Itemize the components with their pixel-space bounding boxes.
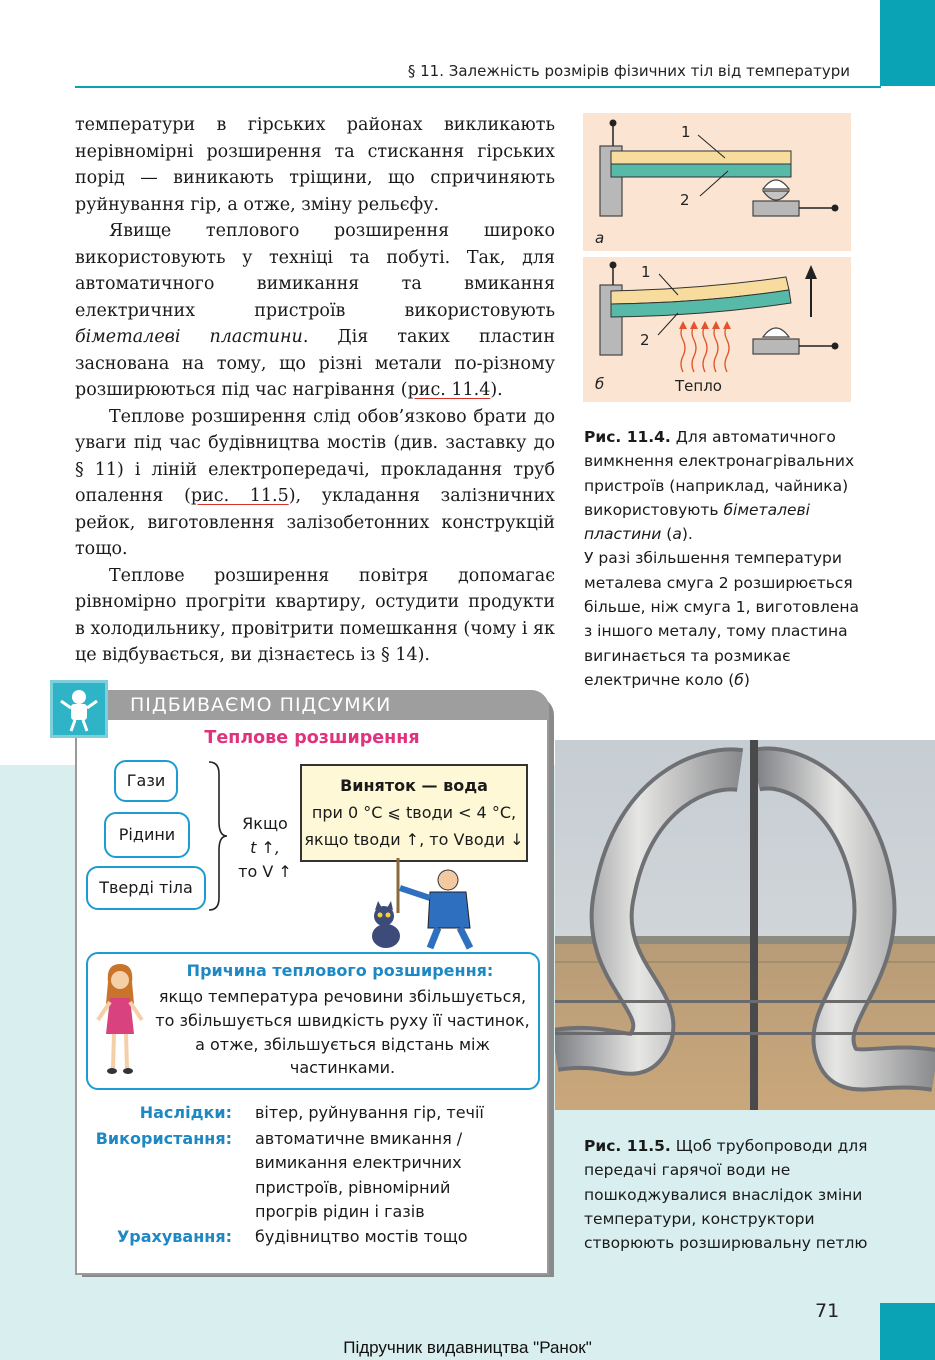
paragraph-4: Теплове розширення повітря допомагає рівномірно прогріти квартиру, остудити продукти в холодильнику, провітрити помешкання (чому і як це відбувається, ви дізнаєтесь із § 14). — [75, 565, 555, 665]
term-bimetal: біметалеві пластини — [75, 327, 303, 347]
label-2: 2 — [680, 191, 690, 209]
header-rule — [75, 86, 881, 88]
consideration-label: Урахування: — [116, 1227, 232, 1246]
heat-waves — [681, 326, 729, 372]
cause-text: якщо температура речовини збільшується, то збільшується швидкість руху її частинок, а отже, збільшується відстань між частинками. — [155, 987, 530, 1078]
publisher-footer: Підручник видавництва "Ранок" — [343, 1338, 592, 1357]
caption-fig-11-4: Рис. 11.4. Для автоматичного вимкнення електронагрівальних пристроїв (наприклад, чайника) використовують біметалеві пластини (а). У разі збільшення температури металева смуга 2 розширюється більше, ніж смуга 1, виготовлена з іншого металу, тому пластина вигинається та розмикає електричне коло (б) — [584, 428, 860, 689]
consideration-value: будівництво мостів тощо — [255, 1227, 468, 1246]
bimetal-straight-diagram — [583, 113, 851, 251]
paragraph-3: Теплове розширення слід обов’язково брати до уваги під час будівництва мостів (див. заставку до § 11) і ліній електропередачі, прокладання труб опалення (рис. 11.5), укладання залізничних рейок, виготовлення залізобетонних конструкцій тощо. — [75, 406, 555, 559]
state-gases: Гази — [114, 760, 178, 802]
state-solids: Тверді тіла — [86, 866, 206, 910]
bimetal-bent-diagram — [583, 257, 851, 402]
pipeline-expansion-loop-photo — [555, 740, 935, 1110]
label-1: 1 — [681, 123, 691, 141]
figure-11-4-a — [583, 113, 851, 251]
label-2: 2 — [640, 331, 650, 349]
page-tab-top — [880, 0, 935, 86]
usage-label: Використання: — [95, 1129, 232, 1148]
label-1: 1 — [641, 263, 651, 281]
water-exception-box: Виняток — вода при 0 °С ⩽ tводи < 4 °С, якщо tводи ↑, то Vводи ↓ — [300, 764, 528, 862]
usage-value: автоматичне вмикання / вимикання електричних пристроїв, рівномірний прогрів рідин і газів — [255, 1129, 463, 1222]
body-text — [75, 112, 555, 669]
thermal-expansion-title: Теплове розширення — [204, 728, 420, 748]
label-a: а — [595, 229, 605, 247]
label-b: б — [595, 375, 605, 393]
page-number: 71 — [815, 1300, 840, 1322]
consequences-value: вітер, руйнування гір, течії — [255, 1103, 484, 1122]
ref-fig-11-5[interactable]: рис. 11.5 — [190, 486, 289, 506]
if-condition: Якщо t ↑, то V ↑ — [238, 814, 292, 881]
figure-11-4-b — [583, 257, 851, 402]
paragraph-2: Явище теплового розширення широко використовують у техніці та побуті. Так, для автоматичного вимикання та вмикання електричних пристроїв використовують біметалеві пластини. Дія таких пластин заснована на тому, що різні метали по-різному розширюються під час нагрівання (рис. 11.4). — [75, 221, 555, 400]
label-heat: Тепло — [675, 377, 722, 395]
summary-title: ПІДБИВАЄМО ПІДСУМКИ — [130, 694, 392, 716]
state-liquids: Рідини — [104, 812, 190, 858]
curly-brace — [205, 760, 231, 912]
caption-fig-11-5: Рис. 11.5. Щоб трубопроводи для передачі гарячої води не пошкоджувалися внаслідок зміни температури, конструктори створюють розширювальну петлю — [584, 1137, 868, 1253]
consequences-label: Наслідки: — [139, 1103, 232, 1122]
ref-fig-11-4[interactable]: рис. 11.4 — [407, 380, 491, 400]
section-header: § 11. Залежність розмірів фізичних тіл від температури — [407, 62, 850, 80]
girl-illustration — [92, 962, 147, 1077]
cause-title: Причина теплового розширення: — [186, 961, 494, 980]
paragraph-1: температури в гірських районах викликають нерівномірні розширення та стискання гірських порід — виникають тріщини, що спричиняють руйнування гір, а отже, зміну рельєфу. — [75, 115, 555, 215]
scientist-and-cat-illustration — [360, 858, 540, 953]
